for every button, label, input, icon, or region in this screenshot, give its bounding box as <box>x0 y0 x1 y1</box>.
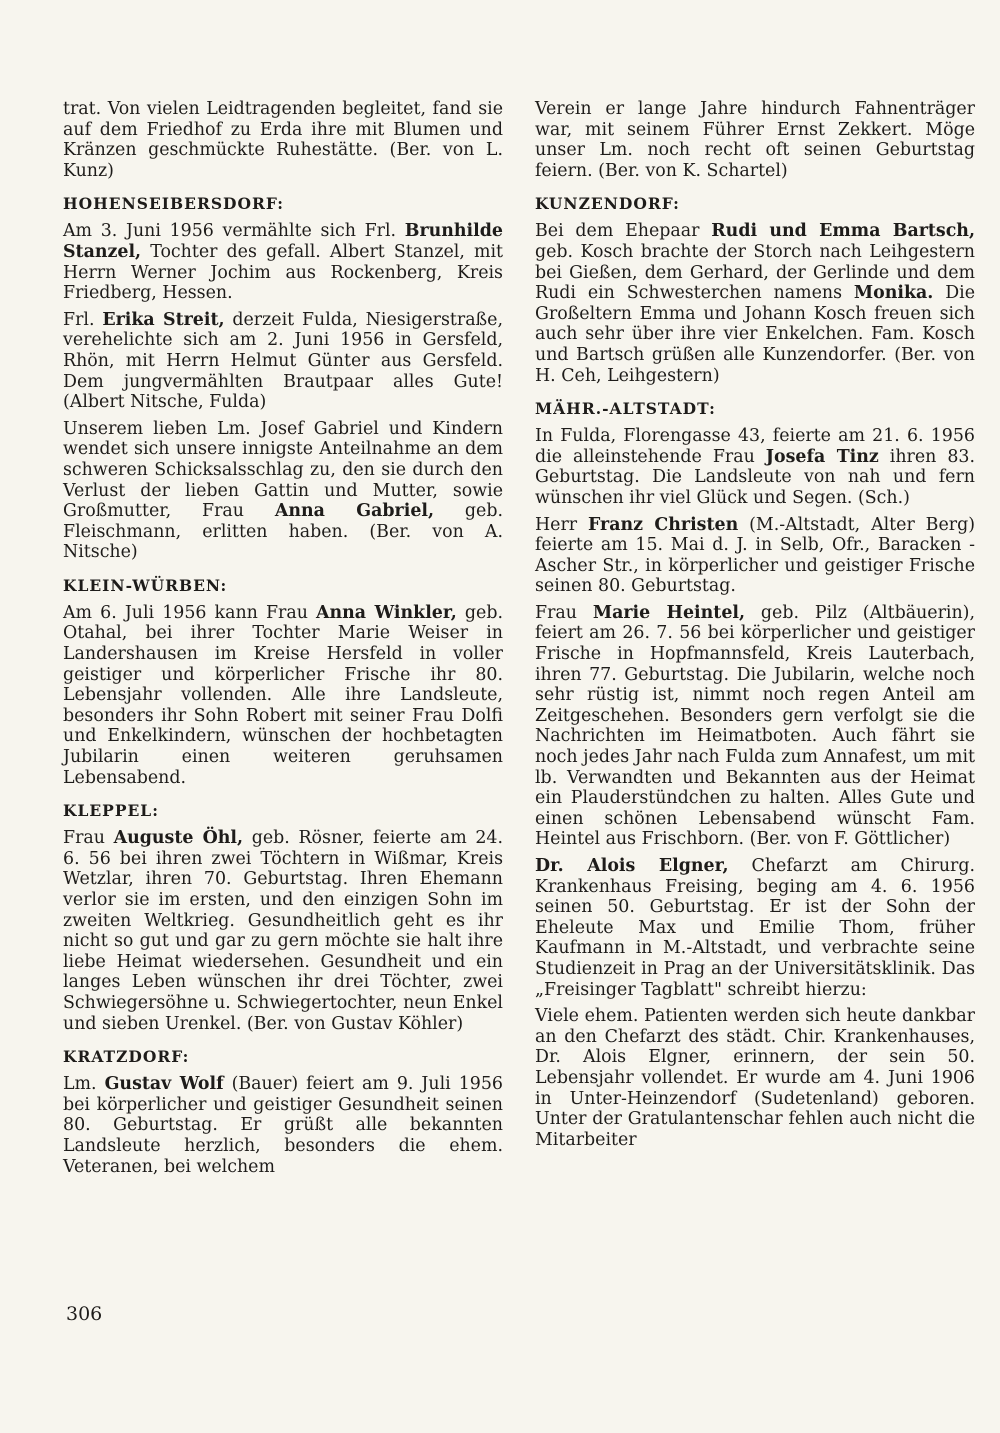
paragraph: Am 3. Juni 1956 vermählte sich Frl. Brunhilde Stanzel, Tochter des gefall. Albert Stanzel, mit Herrn Werner Jochim aus Rockenberg, Kreis Friedberg, Hessen. <box>63 221 503 304</box>
paragraph: In Fulda, Florengasse 43, feierte am 21. 6. 1956 die alleinstehende Frau Josefa Tinz ihren 83. Geburtstag. Die Landsleute von nah und fern wünschen ihr viel Glück und Segen. (Sch.) <box>535 426 975 508</box>
person-name: Auguste Öhl, <box>113 828 244 849</box>
section-heading-kratzdorf: KRATZDORF: <box>63 1047 190 1067</box>
section-heading-maehr-altstadt: MÄHR.-ALTSTADT: <box>535 399 716 419</box>
person-name: Brunhilde Stanzel, <box>63 221 503 262</box>
person-name: Gustav Wolf <box>104 1074 224 1095</box>
paragraph: Bei dem Ehepaar Rudi und Emma Bartsch, geb. Kosch brachte der Storch nach Leihgestern bei Gießen, dem Gerhard, der Gerlinde und dem Rudi ein Schwesterchen namens Monika. Die Großeltern Emma und Johann Kosch freuen sich auch sehr über ihre vier Enkelchen. Fam. Kosch und Bartsch grüßen alle Kunzendorfer. (Ber. von H. Ceh, Leihgestern) <box>535 221 975 386</box>
paragraph: Frau Marie Heintel, geb. Pilz (Altbäuerin), feiert am 26. 7. 56 bei körperlicher und geistiger Frische in Hopfmannsfeld, Kreis Lauterbach, ihren 77. Geburtstag. Die Jubilarin, welche noch sehr rüstig ist, nimmt noch regen Anteil am Zeitgeschehen. Besonders gern verfolgt sie die Nachrichten im Heimatboten. Auch fährt sie noch jedes Jahr nach Fulda zum Annafest, um mit lb. Verwandten und Bekannten aus der Heimat ein Plauderstündchen zu halten. Alles Gute und einen schönen Lebensabend wünscht Fam. Heintel aus Frischborn. (Ber. von F. Göttlicher) <box>535 602 975 850</box>
paragraph: Am 6. Juli 1956 kann Frau Anna Winkler, geb. Otahal, bei ihrer Tochter Marie Weiser in Landershausen im Kreise Hersfeld in voller geistiger und körperlicher Frische ihr 80. Lebensjahr vollenden. Alle ihre Landsleute, besonders ihr Sohn Robert mit seiner Frau Dolfi und Enkelkindern, wünschen der hochbetagten Jubilarin einen weiteren geruhsamen Lebensabend. <box>63 602 503 788</box>
right-column <box>535 99 975 1156</box>
paragraph: Dr. Alois Elgner, Chefarzt am Chirurg. Krankenhaus Freising, beging am 4. 6. 1956 seinen 50. Geburtstag. Er ist der Sohn der Eheleute Max und Emilie Thom, früher Kaufmann in M.-Altstadt, und verbrachte seine Studienzeit in Prag an der Universitätsklinik. Das „Freisinger Tagblatt" schreibt hierzu: <box>535 856 975 1000</box>
paragraph: trat. Von vielen Leidtragenden begleitet, fand sie auf dem Friedhof zu Erda ihre mit Blumen und Kränzen geschmückte Ruhestätte. (Ber. von L. Kunz) <box>63 99 503 181</box>
person-name: Anna Gabriel, <box>274 501 435 522</box>
paragraph: Frl. Erika Streit, derzeit Fulda, Niesigerstraße, verehelichte sich am 2. Juni 1956 in Gersfeld, Rhön, mit Herrn Helmut Günter aus Gersfeld. Dem jungvermählten Brautpaar alles Gute! (Albert Nitsche, Fulda) <box>63 309 503 413</box>
paragraph: Herr Franz Christen (M.-Altstadt, Alter Berg) feierte am 15. Mai d. J. in Selb, Ofr., Baracken - Ascher Str., in körperlicher und geistiger Frische seinen 80. Geburtstag. <box>535 514 975 597</box>
person-name: Anna Winkler, <box>316 602 457 623</box>
paragraph: Unserem lieben Lm. Josef Gabriel und Kindern wendet sich unsere innigste Anteilnahme an dem schweren Schicksalsschlag zu, den sie durch den Verlust der lieben Gattin und Mutter, sowie Großmutter, Frau Anna Gabriel, geb. Fleischmann, erlitten haben. (Ber. von A. Nitsche) <box>63 418 503 563</box>
section-heading-klein-wuerben: KLEIN-WÜRBEN: <box>63 575 228 595</box>
paragraph: Verein er lange Jahre hindurch Fahnenträger war, mit seinem Führer Ernst Zekkert. Möge unser Lm. noch recht oft seinen Geburtstag feiern. (Ber. von K. Schartel) <box>535 99 975 181</box>
section-heading-hohenseibersdorf: HOHENSEIBERSDORF: <box>63 194 285 214</box>
section-heading-kunzendorf: KUNZENDORF: <box>535 194 680 214</box>
person-name: Monika. <box>853 283 934 304</box>
person-name: Franz Christen <box>588 514 739 535</box>
person-name: Erika Streit, <box>102 309 225 330</box>
person-name: Josefa Tinz <box>765 446 879 467</box>
paragraph: Lm. Gustav Wolf (Bauer) feiert am 9. Juli 1956 bei körperlicher und geistiger Gesundheit seinen 80. Geburtstag. Er grüßt alle bekannten Landsleute herzlich, besonders die ehem. Veteranen, bei welchem <box>63 1074 503 1177</box>
paragraph: Frau Auguste Öhl, geb. Rösner, feierte am 24. 6. 56 bei ihren zwei Töchtern in Wißmar, Kreis Wetzlar, ihren 70. Geburtstag. Ihren Ehemann verlor sie im ersten, und den einzigen Sohn im zweiten Weltkrieg. Gesundheitlich geht es ihr nicht so gut und gar zu gern möchte sie halt ihre liebe Heimat wiedersehen. Gesundheit und ein langes Leben wünschen ihr drei Töchter, zwei Schwiegersöhne u. Schwiegertochter, neun Enkel und sieben Urenkel. (Ber. von Gustav Köhler) <box>63 828 504 1034</box>
paragraph: Viele ehem. Patienten werden sich heute dankbar an den Chefarzt des städt. Chir. Krankenhauses, Dr. Alois Elgner, erinnern, der sein 50. Lebensjahr vollendet. Er wurde am 4. Juni 1906 in Unter-Heinzendorf (Sudetenland) geboren. Unter der Gratulantenschar fehlen auch nicht die Mitarbeiter <box>535 1006 975 1150</box>
left-column <box>63 99 503 1183</box>
section-heading-kleppel: KLEPPEL: <box>63 801 159 821</box>
person-name: Dr. Alois Elgner, <box>535 856 729 876</box>
page-number: 306 <box>66 1303 103 1325</box>
person-name: Marie Heintel, <box>592 602 746 623</box>
person-name: Rudi und Emma Bartsch, <box>711 221 975 242</box>
